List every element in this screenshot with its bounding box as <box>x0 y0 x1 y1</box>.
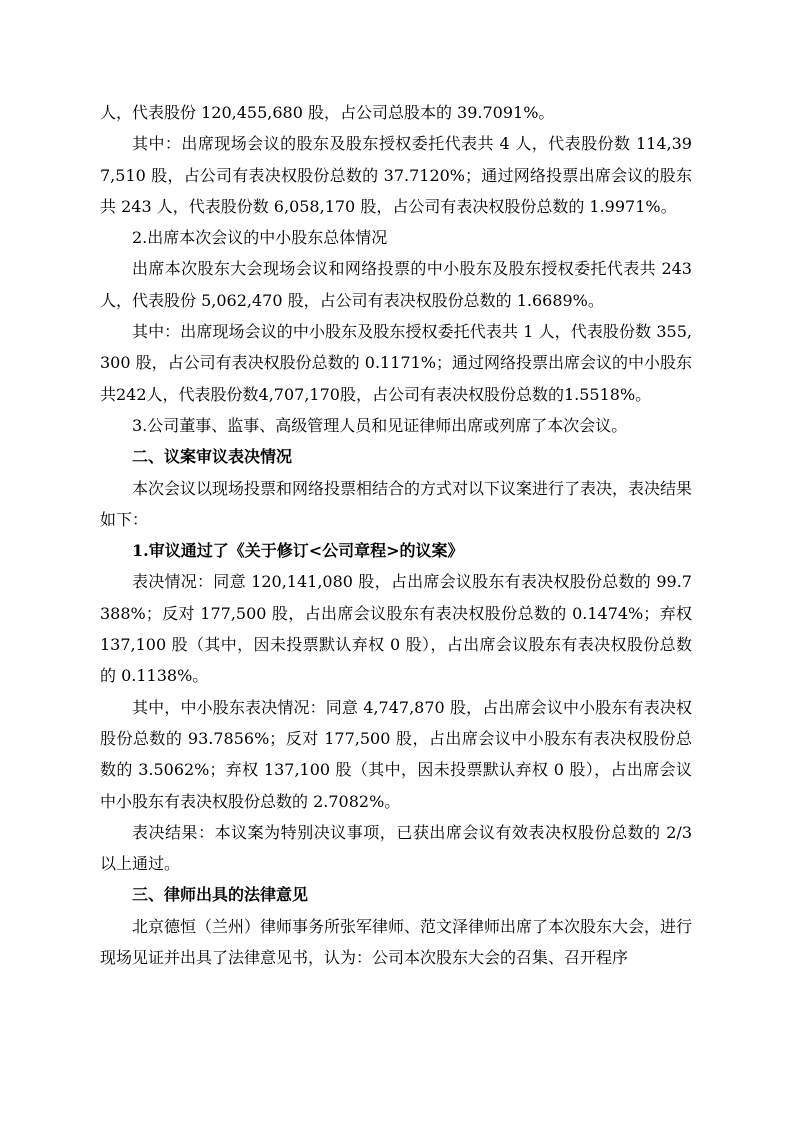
paragraph: 出席本次股东大会现场会议和网络投票的中小股东及股东授权委托代表共 243 人，代表股份 5,062,470 股，占公司有表决权股份总数的 1.6689%。 <box>100 259 692 310</box>
paragraph: 2.出席本次会议的中小股东总体情况 <box>132 228 388 248</box>
section-heading: 二、议案审议表决情况 <box>132 447 293 467</box>
paragraph: 表决结果：本议案为特别决议事项，已获出席会议有效表决权股份总数的 2/3 以上通过。 <box>100 822 692 874</box>
paragraph: 其中：出席现场会议的中小股东及股东授权委托代表共 1 人，代表股份数 355,300 股，占公司有表决权股份总数的 0.1171%；通过网络投票出席会议的中小股东共242人，代表股份数4,707,170股，占公司有表决权股份总数的1.5518%。 <box>100 322 692 404</box>
section-heading: 1.审议通过了《关于修订<公司章程>的议案》 <box>132 541 464 561</box>
paragraph: 3.公司董事、监事、高级管理人员和见证律师出席或列席了本次会议。 <box>132 415 628 435</box>
document-body <box>100 97 692 973</box>
paragraph: 其中：出席现场会议的股东及股东授权委托代表共 4 人，代表股份数 114,397,510 股，占公司有表决权股份总数的 37.7120%；通过网络投票出席会议的股东共 243 人，代表股份数 6,058,170 股，占公司有表决权股份总数的 1.9971%。 <box>100 134 692 216</box>
paragraph: 北京德恒（兰州）律师事务所张军律师、范文泽律师出席了本次股东大会，进行现场见证并出具了法律意见书，认为：公司本次股东大会的召集、召开程序 <box>100 916 693 968</box>
section-heading: 三、律师出具的法律意见 <box>132 885 309 905</box>
paragraph: 本次会议以现场投票和网络投票相结合的方式对以下议案进行了表决，表决结果如下： <box>100 478 693 529</box>
paragraph: 人，代表股份 120,455,680 股，占公司总股本的 39.7091%。 <box>100 103 555 122</box>
paragraph: 其中，中小股东表决情况：同意 4,747,870 股，占出席会议中小股东有表决权股份总数的 93.7856%；反对 177,500 股，占出席会议中小股东有表决权股份总数的 3.5062%；弃权 137,100 股（其中，因未投票默认弃权 0 股），占出席会议中小股东有表决权股份总数的 2.7082%。 <box>100 697 692 811</box>
paragraph: 表决情况：同意 120,141,080 股，占出席会议股东有表决权股份总数的 99.7388%；反对 177,500 股，占出席会议股东有表决权股份总数的 0.1474%；弃权 137,100 股（其中，因未投票默认弃权 0 股），占出席会议股东有表决权股份总数的 0.1138%。 <box>100 572 692 686</box>
